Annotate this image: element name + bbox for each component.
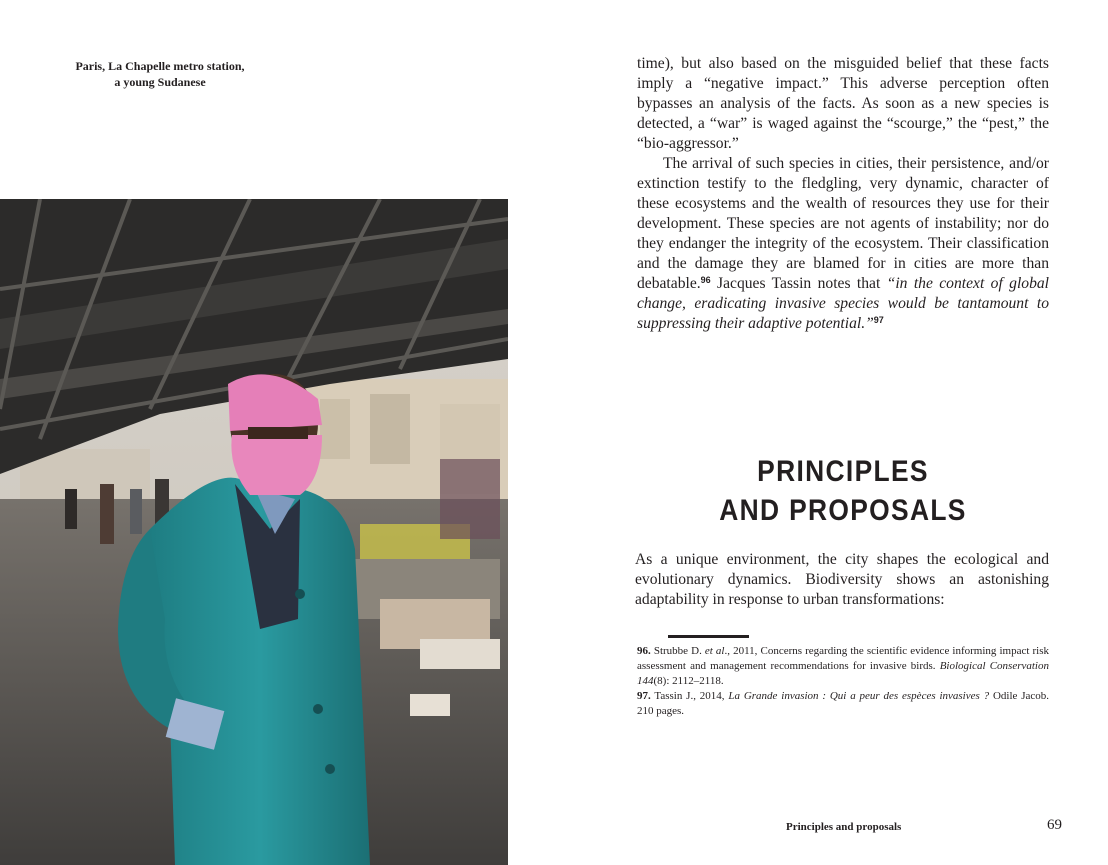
paragraph-2-continued: Jacques Tassin notes that xyxy=(710,275,887,292)
intro-paragraph: As a unique environment, the city shapes the ecological and evolutionary dynamics. Biodiversity shows an astonishing adaptability in response to urban transformations: xyxy=(635,551,1049,608)
photo-caption xyxy=(62,58,258,90)
photograph-illustration xyxy=(0,199,508,865)
footnote-97 xyxy=(637,689,1049,719)
caption-line-1: Paris, La Chapelle metro station, xyxy=(75,59,245,73)
footnote-97-book-title: La Grande invasion : Qui a peur des espèces invasives ? xyxy=(728,690,990,702)
footnote-96-pages: (8): 2112–2118. xyxy=(653,675,724,687)
footnote-97-number: 97. xyxy=(637,690,651,702)
footnote-ref-96[interactable]: 96 xyxy=(700,275,711,285)
body-text xyxy=(637,54,1049,334)
photograph xyxy=(0,199,508,865)
section-heading xyxy=(662,452,1025,530)
footnote-96-etal: et al xyxy=(704,645,725,657)
footnote-divider xyxy=(668,635,749,638)
footnote-96-author: Strubbe D. xyxy=(653,645,705,657)
footnotes xyxy=(637,644,1049,719)
footnote-96 xyxy=(637,644,1049,689)
footnote-ref-97[interactable]: 97 xyxy=(873,315,884,325)
heading-line-1: PRINCIPLES xyxy=(757,455,929,488)
paragraph-2 xyxy=(637,154,1049,334)
heading-line-2: AND PROPOSALS xyxy=(719,494,967,527)
paragraph-2-text: The arrival of such species in cities, their persistence, and/or extinction testify to the fledgling, very dynamic, character of these ecosystems and the wealth of resources they use for their development. These species are not agents of instability; nor do they endanger the integrity of the ecosystem. Their classification and the damage they are blamed for in cities are more than debatable. xyxy=(637,155,1049,292)
paragraph-1: time), but also based on the misguided belief that these facts imply a “negative impact.” This adverse perception often bypasses an analysis of the facts. As soon as a new species is detected, a “war” is waged against the “scourge,” the “pest,” the “bio-aggressor.” xyxy=(637,55,1049,152)
tassin-quote: “in the context of global change, eradicating invasive species would be tantamount to suppressing their adaptive potential.” xyxy=(637,275,1049,332)
running-head: Principles and proposals xyxy=(786,821,902,833)
footnote-97-publisher: Odile Jacob. 210 pages. xyxy=(637,690,1050,717)
page-number: 69 xyxy=(1047,817,1062,833)
footnote-96-number: 96. xyxy=(637,645,651,657)
caption-line-2: a young Sudanese xyxy=(114,75,206,89)
footnote-96-journal: Biological Conservation 144 xyxy=(637,660,1049,687)
footnote-97-author: Tassin J., 2014, xyxy=(654,690,729,702)
footnote-96-title: ., 2011, Concerns regarding the scientific evidence informing impact risk assessment and management recommendations for invasive birds. xyxy=(637,645,1049,672)
